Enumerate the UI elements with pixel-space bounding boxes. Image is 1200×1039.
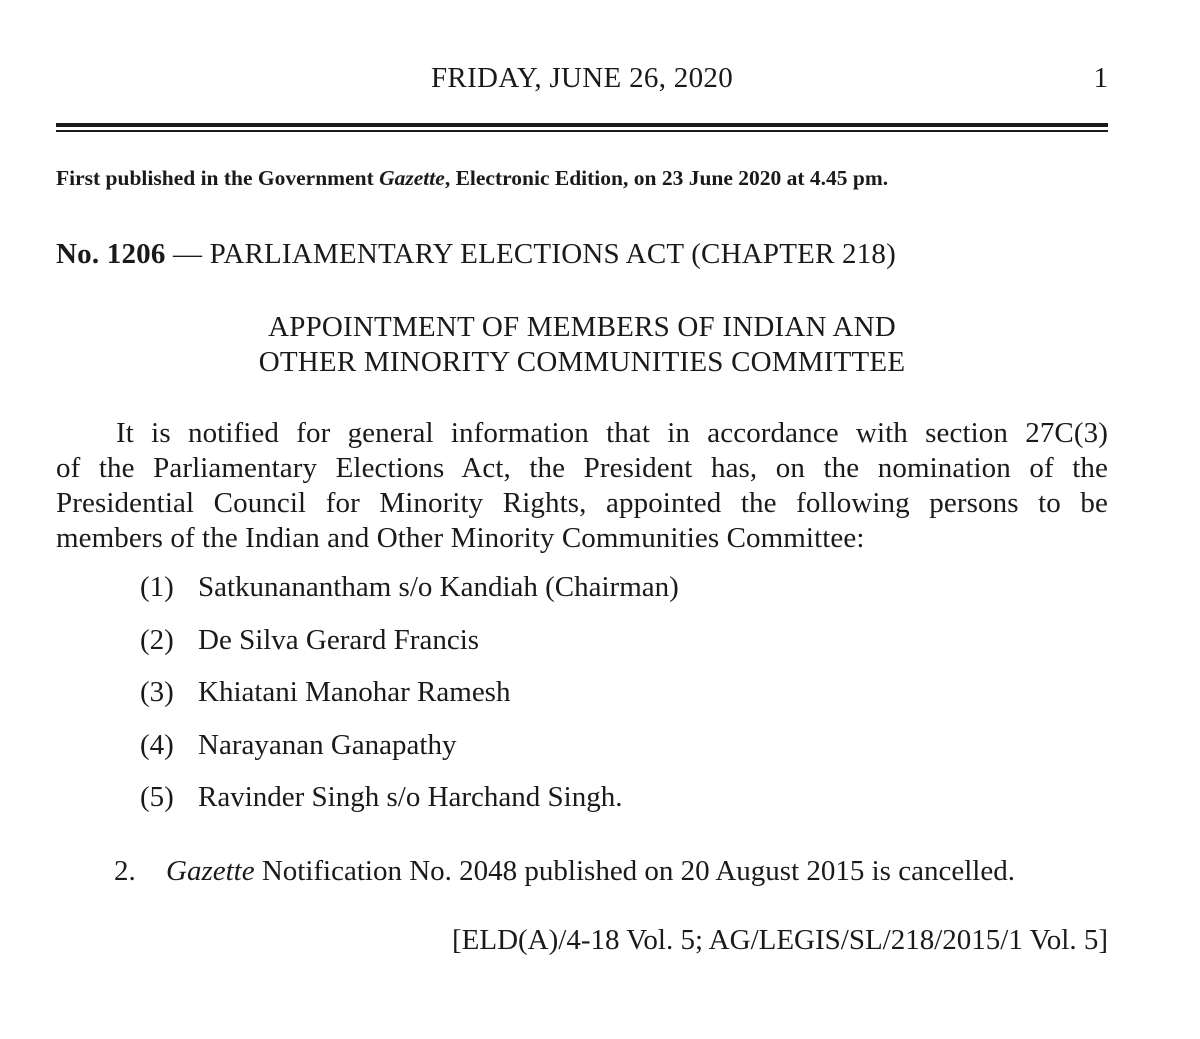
- closing-paragraph: [114, 855, 1015, 888]
- header-date: FRIDAY, JUNE 26, 2020: [431, 62, 733, 94]
- member-number: (5): [140, 781, 174, 813]
- member-number: (1): [140, 571, 174, 603]
- paragraph-line-2: of the Parliamentary Elections Act, the President has, on the nomination of the: [56, 452, 1108, 484]
- reference-code: [ELD(A)/4-18 Vol. 5; AG/LEGIS/SL/218/2015/1 Vol. 5]: [451, 924, 1108, 956]
- member-item: [140, 571, 679, 624]
- subject-line-2: OTHER MINORITY COMMUNITIES COMMITTEE: [258, 346, 906, 378]
- subject-line-1: APPOINTMENT OF MEMBERS OF INDIAN AND: [268, 311, 896, 343]
- member-item: [140, 676, 679, 729]
- member-name: Ravinder Singh s/o Harchand Singh.: [198, 781, 623, 813]
- closing-gazette: Gazette: [166, 855, 255, 887]
- page-number: 1: [1093, 62, 1108, 94]
- publication-note-suffix: , Electronic Edition, on 23 June 2020 at 4.45 pm.: [444, 166, 889, 190]
- member-name: Khiatani Manohar Ramesh: [198, 676, 511, 708]
- member-list: [140, 571, 679, 834]
- publication-note-prefix: First published in the Government: [56, 166, 380, 190]
- notice-paragraph: [56, 416, 1108, 556]
- member-number: (2): [140, 623, 174, 656]
- publication-note-gazette: Gazette: [379, 166, 445, 190]
- paragraph-line-4: members of the Indian and Other Minority Communities Committee:: [56, 522, 865, 554]
- closing-number: 2.: [114, 855, 136, 887]
- header-rule-thick: [56, 123, 1108, 127]
- member-item: [140, 729, 679, 782]
- notice-title: — PARLIAMENTARY ELECTIONS ACT (CHAPTER 218): [165, 238, 896, 270]
- member-name: Narayanan Ganapathy: [198, 728, 457, 761]
- member-name: Satkunanantham s/o Kandiah (Chairman): [198, 571, 679, 603]
- member-name: De Silva Gerard Francis: [198, 623, 480, 656]
- publication-note: [56, 166, 888, 191]
- notice-number: No. 1206: [56, 238, 166, 270]
- closing-text: Notification No. 2048 published on 20 August 2015 is cancelled.: [254, 855, 1015, 887]
- notice-heading: [56, 238, 896, 271]
- header-rule-thin: [56, 130, 1108, 132]
- member-item: [140, 624, 679, 677]
- member-item: [140, 781, 679, 834]
- page-header: [56, 62, 1108, 102]
- paragraph-line-1: It is notified for general information that in accordance with section 27C(3): [116, 417, 1108, 449]
- member-number: (4): [140, 728, 174, 761]
- member-number: (3): [140, 676, 174, 708]
- gazette-page: [56, 0, 1108, 1039]
- paragraph-line-3: Presidential Council for Minority Rights, appointed the following persons to be: [56, 487, 1108, 519]
- notice-subject: [56, 310, 1108, 380]
